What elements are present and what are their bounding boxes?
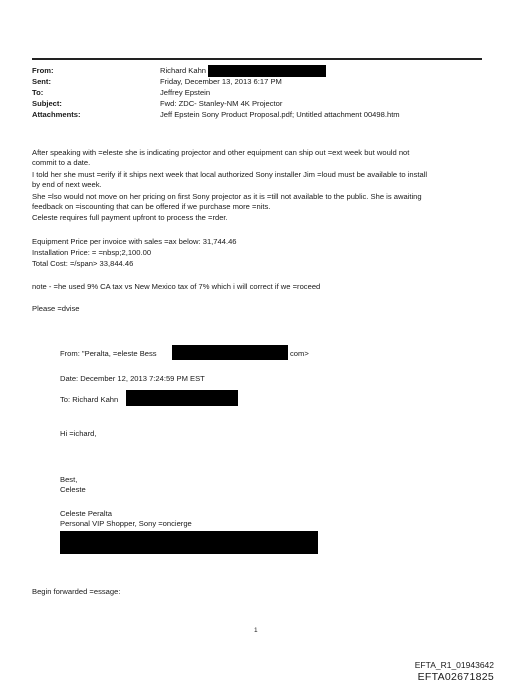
- forwarded-from: From: "Peralta, =eleste Bess: [60, 349, 157, 358]
- forwarded-date: Date: December 12, 2013 7:24:59 PM EST: [60, 374, 205, 383]
- page-number: 1: [254, 627, 258, 634]
- redaction-signature: [60, 531, 318, 554]
- sent-value: Friday, December 13, 2013 6:17 PM: [160, 77, 282, 86]
- bates-number-1: EFTA_R1_01943642: [414, 660, 494, 670]
- body-line: She =lso would not move on her pricing on first Sony projector as it is =till not available to the public. She is awaiting: [32, 192, 422, 201]
- redaction-sender-email: [172, 345, 288, 360]
- tax-note: note - =he used 9% CA tax vs New Mexico tax of 7% which i will correct if we =roceed: [32, 282, 321, 291]
- redaction-from-email: [208, 65, 326, 77]
- body-line: I told her she must =erify if it ships next week that local authorized Sony installer Jim =loud must be available to install: [32, 170, 428, 179]
- signature-title: Personal VIP Shopper, Sony =oncierge: [60, 519, 192, 528]
- body-line: After speaking with =eleste she is indicating projector and other equipment can ship out =ext week but would not: [32, 148, 410, 157]
- forwarded-from-suffix: com>: [290, 349, 309, 358]
- header-rule: [32, 58, 482, 60]
- redaction-recipient-email: [126, 390, 238, 406]
- subject-value: Fwd: ZDC- Stanley-NM 4K Projector: [160, 99, 283, 108]
- equipment-price: Equipment Price per invoice with sales =ax below: 31,744.46: [32, 237, 237, 246]
- from-label: From:: [32, 66, 54, 75]
- installation-price: Installation Price: = =nbsp;2,100.00: [32, 248, 152, 257]
- forwarded-to: To: Richard Kahn: [60, 395, 119, 404]
- body-line: by end of next week.: [32, 180, 102, 189]
- body-line: commit to a date.: [32, 158, 91, 167]
- signature-name: Celeste Peralta: [60, 509, 112, 518]
- closing: Best,: [60, 475, 78, 484]
- body-line: feedback on =iscounting that can be offered if we purchase more =nits.: [32, 202, 271, 211]
- to-value: Jeffrey Epstein: [160, 88, 211, 97]
- total-cost: Total Cost: =/span> 33,844.46: [32, 259, 134, 268]
- bates-number-2: EFTA02671825: [417, 671, 494, 683]
- attachments-label: Attachments:: [32, 110, 81, 119]
- begin-forwarded: Begin forwarded =essage:: [32, 587, 121, 596]
- to-label: To:: [32, 88, 44, 97]
- body-line: Celeste requires full payment upfront to process the =rder.: [32, 213, 228, 222]
- sent-label: Sent:: [32, 77, 51, 86]
- attachments-value: Jeff Epstein Sony Product Proposal.pdf; Untitled attachment 00498.htm: [160, 110, 400, 119]
- subject-label: Subject:: [32, 99, 62, 108]
- please-advise: Please =dvise: [32, 304, 80, 313]
- from-value: Richard Kahn: [160, 66, 207, 75]
- closing-name: Celeste: [60, 485, 86, 494]
- greeting: Hi =ichard,: [60, 429, 97, 438]
